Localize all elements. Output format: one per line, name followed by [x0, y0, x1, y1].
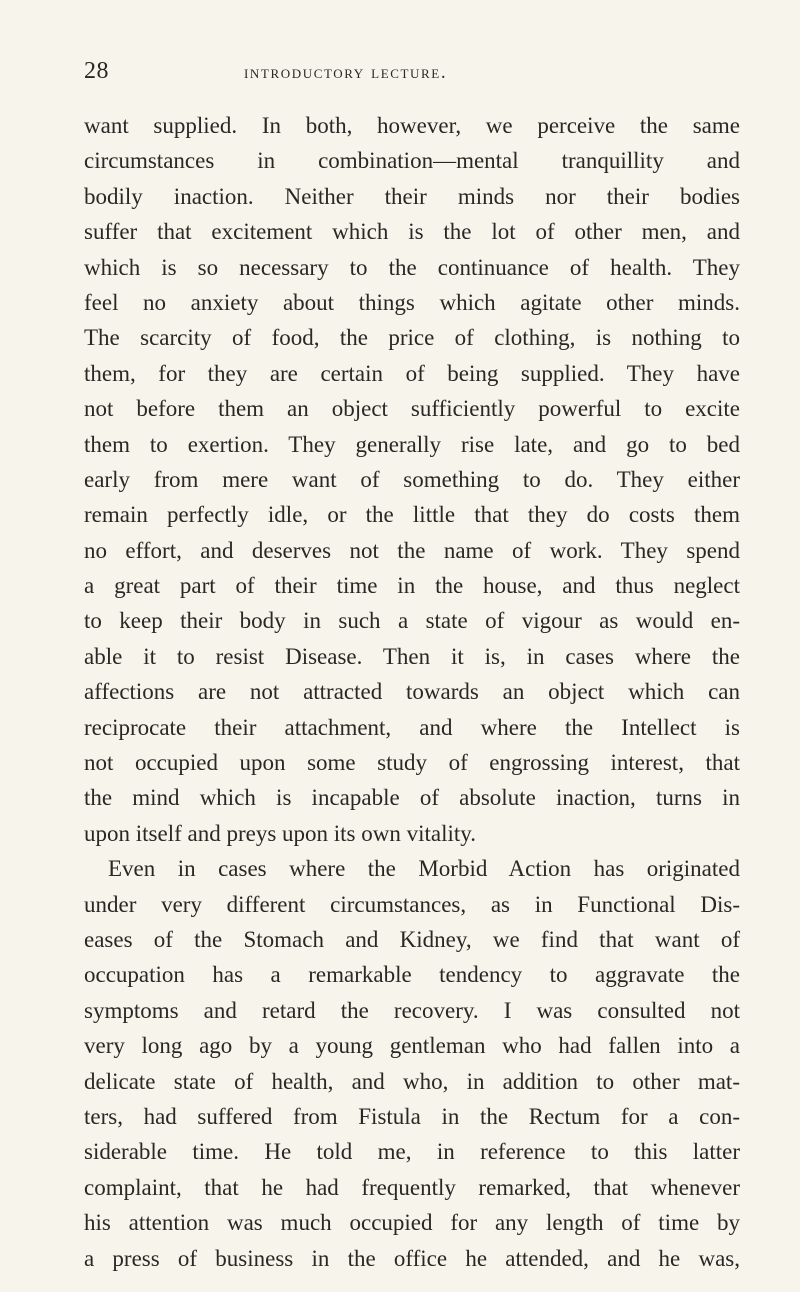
running-title: introductory lecture.: [244, 62, 448, 83]
text-line: The scarcity of food, the price of clothing, is nothing to: [84, 325, 740, 351]
paragraph-start-line: Even in cases where the Morbid Action has originated: [108, 856, 740, 882]
text-line: not before them an object sufficiently powerful to excite: [84, 396, 740, 422]
text-line: to keep their body in such a state of vigour as would en-: [84, 608, 740, 634]
text-line: feel no anxiety about things which agitate other minds.: [84, 289, 740, 315]
text-line: circumstances in combination—mental tranquillity and: [84, 148, 740, 174]
text-line: them to exertion. They generally rise late, and go to bed: [84, 431, 740, 457]
text-line: suffer that excitement which is the lot of other men, and: [84, 219, 740, 245]
body-text: [84, 108, 740, 1276]
text-line: very long ago by a young gentleman who had fallen into a: [84, 1033, 740, 1059]
text-line: symptoms and retard the recovery. I was consulted not: [84, 997, 740, 1023]
text-line: a press of business in the office he attended, and he was,: [84, 1245, 740, 1271]
text-line: not occupied upon some study of engrossing interest, that: [84, 750, 740, 776]
text-line: which is so necessary to the continuance of health. They: [84, 254, 740, 280]
page-number: 28: [84, 58, 109, 84]
text-line: affections are not attracted towards an object which can: [84, 679, 740, 705]
text-line: no effort, and deserves not the name of work. They spend: [84, 537, 740, 563]
text-line: bodily inaction. Neither their minds nor their bodies: [84, 183, 740, 209]
text-line: a great part of their time in the house, and thus neglect: [84, 573, 740, 599]
text-line: them, for they are certain of being supplied. They have: [84, 360, 740, 386]
text-line: under very different circumstances, as in Functional Dis-: [84, 891, 740, 917]
paragraph-end-line: upon itself and preys upon its own vitality.: [84, 820, 477, 846]
text-line: occupation has a remarkable tendency to aggravate the: [84, 962, 740, 988]
text-line: early from mere want of something to do. They either: [84, 466, 740, 492]
text-line: reciprocate their attachment, and where the Intellect is: [84, 714, 740, 740]
text-line: complaint, that he had frequently remarked, that whenever: [84, 1174, 740, 1200]
text-line: siderable time. He told me, in reference to this latter: [84, 1139, 740, 1165]
text-line: the mind which is incapable of absolute inaction, turns in: [84, 785, 740, 811]
text-line: ters, had suffered from Fistula in the Rectum for a con-: [84, 1103, 740, 1129]
text-line: eases of the Stomach and Kidney, we find that want of: [84, 926, 740, 952]
text-line: his attention was much occupied for any length of time by: [84, 1210, 740, 1236]
text-line: delicate state of health, and who, in addition to other mat-: [84, 1068, 740, 1094]
text-line: able it to resist Disease. Then it is, in cases where the: [84, 643, 740, 669]
text-line: remain perfectly idle, or the little that they do costs them: [84, 502, 740, 528]
running-head: [84, 58, 742, 88]
text-line: want supplied. In both, however, we perceive the same: [84, 113, 740, 138]
